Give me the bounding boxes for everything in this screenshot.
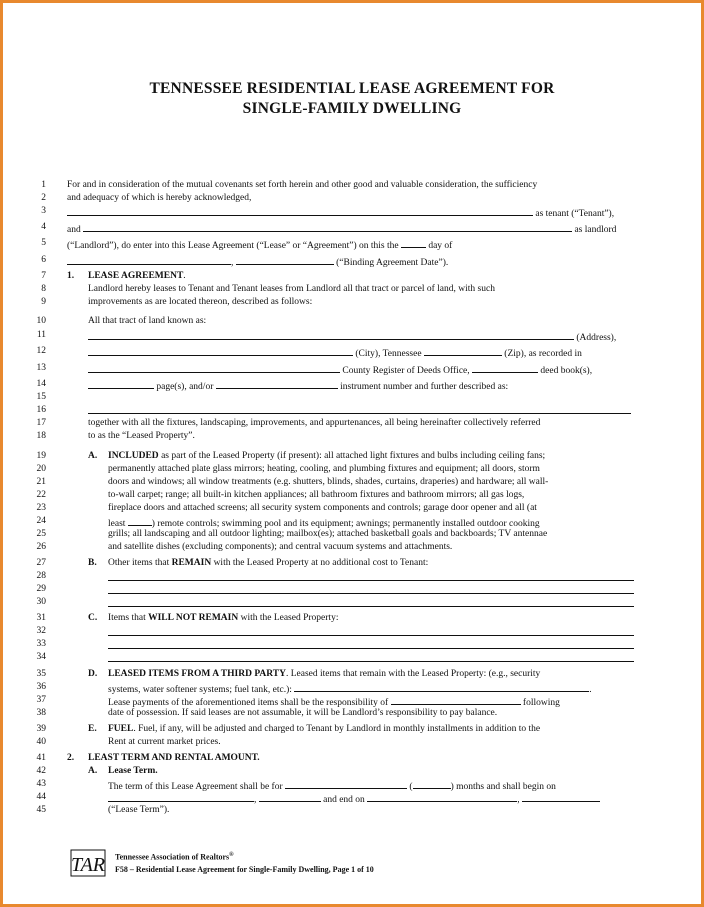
address-label: (Address), — [576, 333, 617, 343]
intro-line-2: and adequacy of which is hereby acknowledged, — [67, 193, 252, 203]
lease-term-heading: Lease Term. — [108, 766, 158, 776]
logo-text: TAR — [70, 854, 106, 876]
line-number: 2 — [41, 193, 46, 203]
line-number: 4 — [41, 222, 46, 232]
line-number: 26 — [36, 542, 46, 552]
line-number: 45 — [36, 805, 46, 815]
item-e-letter: E. — [88, 724, 97, 734]
county-label: County Register of Deeds Office, — [342, 366, 470, 376]
line-number: 24 — [36, 516, 46, 526]
section-1-line-8: Landlord hereby leases to Tenant and Tenant leases from Landlord all that tract or parcel of land, with such — [88, 284, 495, 294]
line-number: 42 — [36, 766, 46, 776]
remain-line-2[interactable] — [108, 593, 634, 594]
line-number: 6 — [41, 255, 46, 265]
binding-date-label: (“Binding Agreement Date”). — [336, 258, 449, 268]
title-line-2: SINGLE-FAMILY DWELLING — [242, 100, 462, 117]
zip-field[interactable] — [424, 345, 502, 356]
not-remain-heading: WILL NOT REMAIN — [148, 613, 239, 623]
item-a-line-23: fireplace doors and attached screens; all security system components and controls; garage door opener and all (at — [108, 503, 537, 513]
remain-line-1[interactable] — [108, 580, 634, 581]
section-1-heading: LEASE AGREEMENT — [88, 271, 184, 281]
line-number: 9 — [41, 297, 46, 307]
remote-count-field[interactable] — [128, 515, 152, 526]
tenant-name-field[interactable] — [67, 205, 533, 216]
item-a-line-20: permanently attached plate glass mirrors; heating, cooling, and plumbing fixtures and equipment; all doors, storm — [108, 464, 540, 474]
item-d-line-36: systems, water softener systems; fuel tank, etc.): — [108, 685, 292, 695]
line-number: 16 — [36, 405, 46, 415]
included-heading: INCLUDED — [108, 451, 159, 461]
item-d-line-37: Lease payments of the aforementioned items shall be the responsibility of — [108, 698, 389, 708]
line-number: 8 — [41, 284, 46, 294]
term-words-field[interactable] — [285, 778, 407, 789]
title-line-1: TENNESSEE RESIDENTIAL LEASE AGREEMENT FOR — [149, 80, 555, 97]
fuel-heading: FUEL — [108, 724, 134, 734]
line-number: 25 — [36, 529, 46, 539]
instrument-number-field[interactable] — [216, 378, 338, 389]
item-a-line-26: and satellite dishes (excluding components); and central vacuum systems and attachments. — [108, 542, 453, 552]
item-d-line-35: . Leased items that remain with the Leased Property: (e.g., security — [286, 669, 541, 679]
line-number: 36 — [36, 682, 46, 692]
city-label: (City), Tennessee — [355, 349, 422, 359]
line-number: 1 — [41, 180, 46, 190]
section-2-number: 2. — [67, 753, 75, 763]
comma: , — [517, 795, 520, 805]
line-number: 19 — [36, 451, 46, 461]
line-number: 30 — [36, 597, 46, 607]
lease-term-line-43: The term of this Lease Agreement shall be for — [108, 782, 283, 792]
section-1-line-17: together with all the fixtures, landscaping, improvements, and appurtenances, all being hereinafter collectively referred — [88, 418, 541, 428]
line-number: 27 — [36, 558, 46, 568]
line-number: 29 — [36, 584, 46, 594]
agreement-year-field[interactable] — [236, 254, 334, 265]
day-of-label: day of — [428, 241, 453, 251]
line-number: 23 — [36, 503, 46, 513]
item-c-letter: C. — [88, 613, 98, 623]
tar-logo — [70, 848, 106, 878]
following-label: following — [522, 698, 560, 708]
footer-form: F58 – Residential Lease Agreement for Single-Family Dwelling, Page 1 of 10 — [115, 865, 374, 874]
tenant-label: as tenant (“Tenant”), — [535, 209, 615, 219]
begin-year-field[interactable] — [259, 791, 321, 802]
zip-label: (Zip), as recorded in — [504, 349, 582, 359]
description-line[interactable] — [88, 413, 631, 414]
end-year-field[interactable] — [522, 791, 600, 802]
remain-line-3[interactable] — [108, 606, 634, 607]
line-number: 17 — [36, 418, 46, 428]
item-d-letter: D. — [88, 669, 98, 679]
section-1-line-9: improvements as are located thereon, described as follows: — [88, 297, 313, 307]
third-party-heading: LEASED ITEMS FROM A THIRD PARTY — [108, 669, 286, 679]
not-remain-line-3[interactable] — [108, 661, 634, 662]
open-paren: ( — [409, 782, 413, 792]
line-number: 40 — [36, 737, 46, 747]
section-1-line-18: to as the “Leased Property”. — [88, 431, 195, 441]
end-date-field[interactable] — [367, 791, 517, 802]
intro-line-1: For and in consideration of the mutual covenants set forth herein and other good and valuable consideration, the sufficiency — [67, 180, 538, 190]
tract-label: All that tract of land known as: — [88, 316, 207, 326]
item-a-letter: A. — [88, 451, 98, 461]
item-b-pre: Other items that — [108, 558, 170, 568]
section-1-number: 1. — [67, 271, 75, 281]
line-number: 21 — [36, 477, 46, 487]
line-number: 43 — [36, 779, 46, 789]
begin-date-field[interactable] — [108, 791, 254, 802]
deed-book-label: deed book(s), — [540, 366, 593, 376]
heading-period: . — [183, 271, 186, 281]
city-field[interactable] — [88, 345, 353, 356]
line-number: 35 — [36, 669, 46, 679]
line-number: 5 — [41, 238, 46, 248]
line-number: 41 — [36, 753, 46, 763]
months-label: ) months and shall begin on — [450, 782, 556, 792]
page-label: page(s), and/or — [156, 382, 214, 392]
line-number: 13 — [36, 363, 46, 373]
item-a-line-24: ) remote controls; swimming pool and its equipment; awnings; permanently installed outdoor cooking — [151, 519, 540, 529]
intro-line-5: (“Landlord”), do enter into this Lease Agreement (“Lease” or “Agreement”) on this the — [67, 241, 399, 251]
item-e-line-40: Rent at current market prices. — [108, 737, 221, 747]
line-number: 38 — [36, 708, 46, 718]
line-number: 3 — [41, 206, 46, 216]
line-number: 31 — [36, 613, 46, 623]
leased-items-field[interactable] — [294, 681, 589, 692]
deed-book-field[interactable] — [472, 362, 538, 373]
line-number: 44 — [36, 792, 46, 802]
least-label: least — [108, 519, 126, 529]
lease-term-line-45: (“Lease Term”). — [108, 805, 170, 815]
line-number: 11 — [36, 330, 46, 340]
line-number: 39 — [36, 724, 46, 734]
item-a-line-25: grills; all landscaping and all outdoor lighting; mailbox(es); attached basketball goals and backboards; TV antennae — [108, 529, 548, 539]
item-e-line-39: . Fuel, if any, will be adjusted and charged to Tenant by Landlord in monthly installments in addition to the — [133, 724, 541, 734]
term-months-field[interactable] — [413, 778, 451, 789]
item-a-line-19: as part of the Leased Property (if present): all attached light fixtures and bulbs including ceiling fans; — [161, 451, 546, 461]
landlord-label: as landlord — [574, 225, 617, 235]
comma: , — [254, 795, 257, 805]
agreement-day-field[interactable] — [401, 237, 426, 248]
line-number: 28 — [36, 571, 46, 581]
line-number: 37 — [36, 695, 46, 705]
footer-org: Tennessee Association of Realtors — [115, 852, 230, 862]
landlord-name-field[interactable] — [83, 221, 572, 232]
end-on-label: and end on — [323, 795, 365, 805]
item-d-line-38: date of possession. If said leases are not assumable, it will be Landlord’s responsibility to pay balance. — [108, 708, 498, 718]
responsible-party-field[interactable] — [391, 694, 521, 705]
comma: , — [231, 258, 234, 268]
item-2a-letter: A. — [88, 766, 98, 776]
line-number: 15 — [36, 392, 46, 402]
line-number: 32 — [36, 626, 46, 636]
instrument-label: instrument number and further described as: — [340, 382, 509, 392]
and-label: and — [67, 225, 81, 235]
line-number: 22 — [36, 490, 46, 500]
line-number: 20 — [36, 464, 46, 474]
not-remain-line-1[interactable] — [108, 635, 634, 636]
item-c-post: with the Leased Property: — [240, 613, 339, 623]
period: . — [589, 685, 592, 695]
line-number: 18 — [36, 431, 46, 441]
line-number: 10 — [36, 316, 46, 326]
item-a-line-21: doors and windows; all window treatments (e.g. shutters, blinds, shades, curtains, draperies) and hardware; all wall- — [108, 477, 549, 487]
registered-mark: ® — [229, 852, 234, 858]
item-b-letter: B. — [88, 558, 97, 568]
page-field[interactable] — [88, 378, 154, 389]
line-number: 34 — [36, 652, 46, 662]
item-c-pre: Items that — [108, 613, 146, 623]
county-field[interactable] — [88, 362, 340, 373]
line-number: 33 — [36, 639, 46, 649]
line-number: 12 — [36, 346, 46, 356]
remain-heading: REMAIN — [171, 558, 212, 568]
agreement-month-field[interactable] — [67, 254, 231, 265]
item-b-post: with the Leased Property at no additional cost to Tenant: — [213, 558, 429, 568]
line-number: 7 — [41, 271, 46, 281]
line-number: 14 — [36, 379, 46, 389]
not-remain-line-2[interactable] — [108, 648, 634, 649]
address-field[interactable] — [88, 329, 574, 340]
section-2-heading: LEAST TERM AND RENTAL AMOUNT. — [88, 753, 260, 763]
item-a-line-22: to-wall carpet; range; all built-in kitchen appliances; all bathroom fixtures and bathroom mirrors; all gas logs, — [108, 490, 525, 500]
